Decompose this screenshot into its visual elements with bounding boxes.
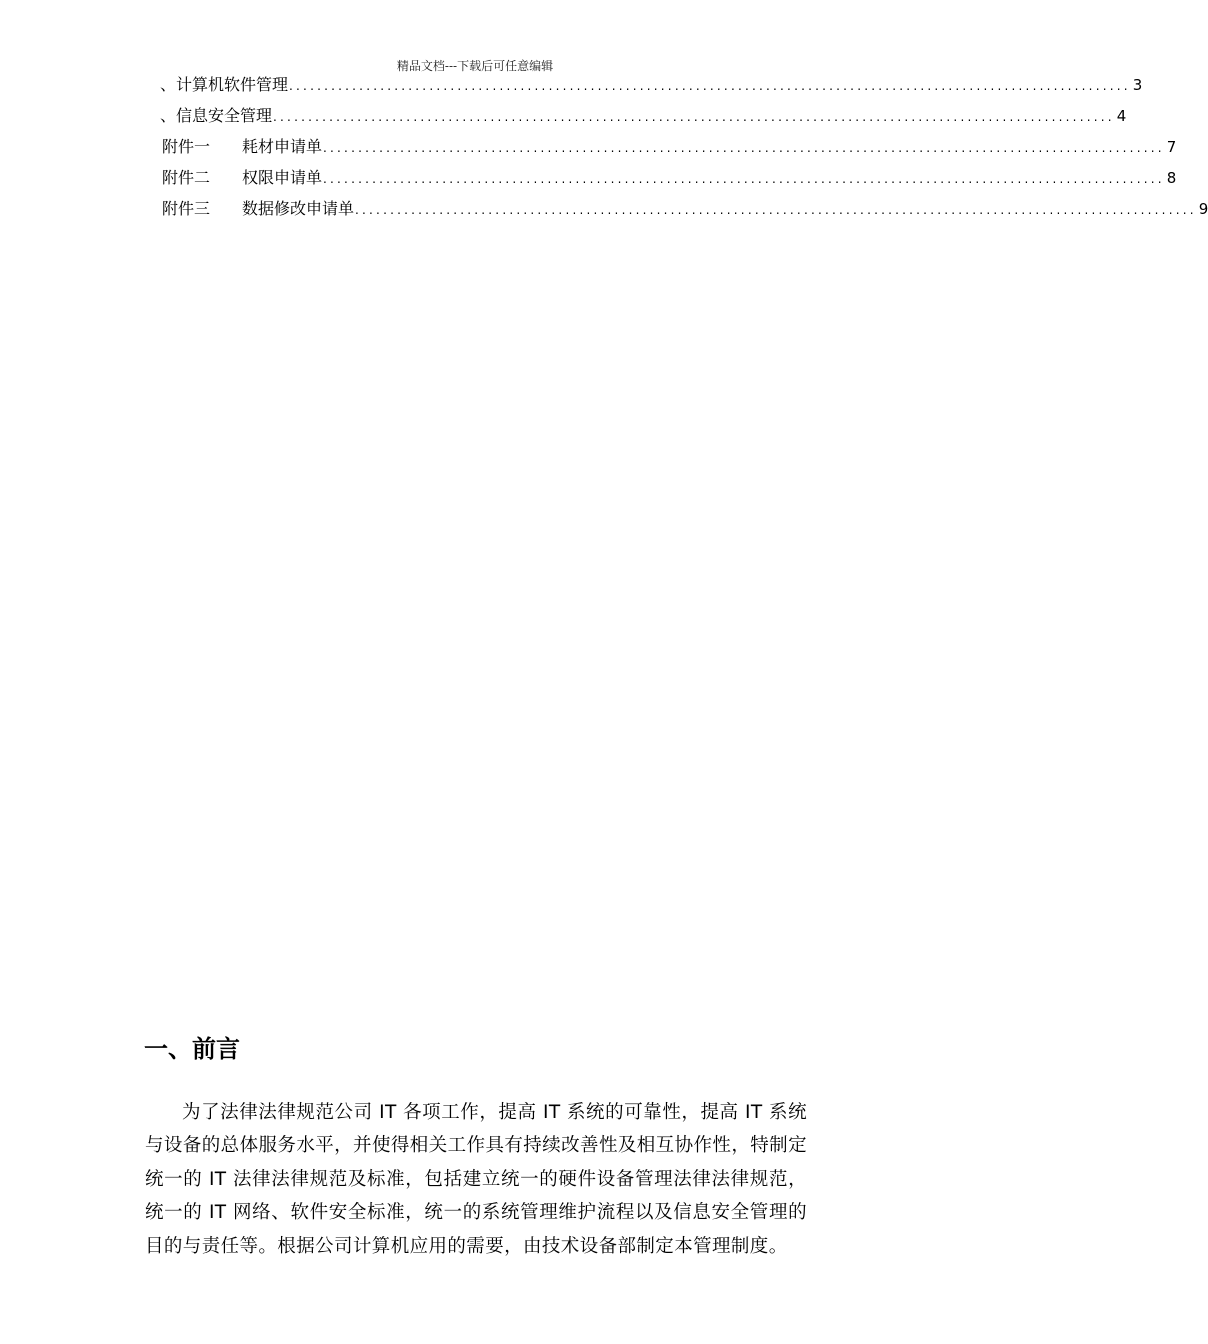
toc-entry-label: 计算机软件管理	[176, 75, 289, 94]
toc-entry-security-management[interactable]	[160, 105, 1127, 127]
toc-leader-dots: ........................................................................................................................	[289, 79, 1131, 93]
toc-entry-software-management[interactable]	[160, 74, 1143, 96]
toc-leader-dots: ........................................................................................................................	[355, 203, 1197, 217]
toc-entry-page: 7	[1166, 138, 1177, 156]
body-paragraph: 为了法律法律规范公司 IT 各项工作，提高 IT 系统的可靠性，提高 IT 系统与设备的总体服务水平，并使得相关工作具有持续改善性及相互协作性，特制定统一的 IT 法律法律规范及标准，包括建立统一的硬件设备管理法律法律规范，统一的 IT 网络、软件安全标准，统一的系统管理维护流程以及信息安全管理的目的与责任等。根据公司计算机应用的需要，由技术设备部制定本管理制度。	[145, 1102, 807, 1257]
toc-entry-label: 信息安全管理	[176, 106, 273, 125]
toc-leader-dots: ........................................................................................................................	[273, 110, 1115, 124]
toc-entry-prefix: 附件二	[162, 168, 211, 187]
toc-entry-label: 权限申请单	[242, 168, 323, 187]
toc-leader-dots: ........................................................................................................................	[323, 141, 1165, 155]
toc-entry-page: 9	[1198, 200, 1208, 218]
toc-entry-page: 4	[1116, 107, 1127, 125]
toc-entry-attachment-2[interactable]	[160, 167, 1177, 189]
toc-entry-page: 3	[1132, 76, 1143, 94]
toc-entry-prefix: 附件三	[162, 199, 211, 218]
toc-entry-attachment-1[interactable]	[160, 136, 1177, 158]
page-header: 精品文档---下载后可任意编辑	[396, 59, 554, 73]
toc-entry-prefix: 、	[160, 75, 177, 94]
toc-entry-page: 8	[1166, 169, 1177, 187]
toc-entry-label: 数据修改申请单	[242, 199, 355, 218]
toc-entry-attachment-3[interactable]	[160, 198, 1208, 220]
section-title: 一、前言	[144, 1035, 240, 1063]
toc-entry-label: 耗材申请单	[242, 137, 323, 156]
toc-entry-prefix: 附件一	[162, 137, 211, 156]
toc-entry-prefix: 、	[160, 106, 177, 125]
toc-leader-dots: ........................................................................................................................	[323, 172, 1165, 186]
